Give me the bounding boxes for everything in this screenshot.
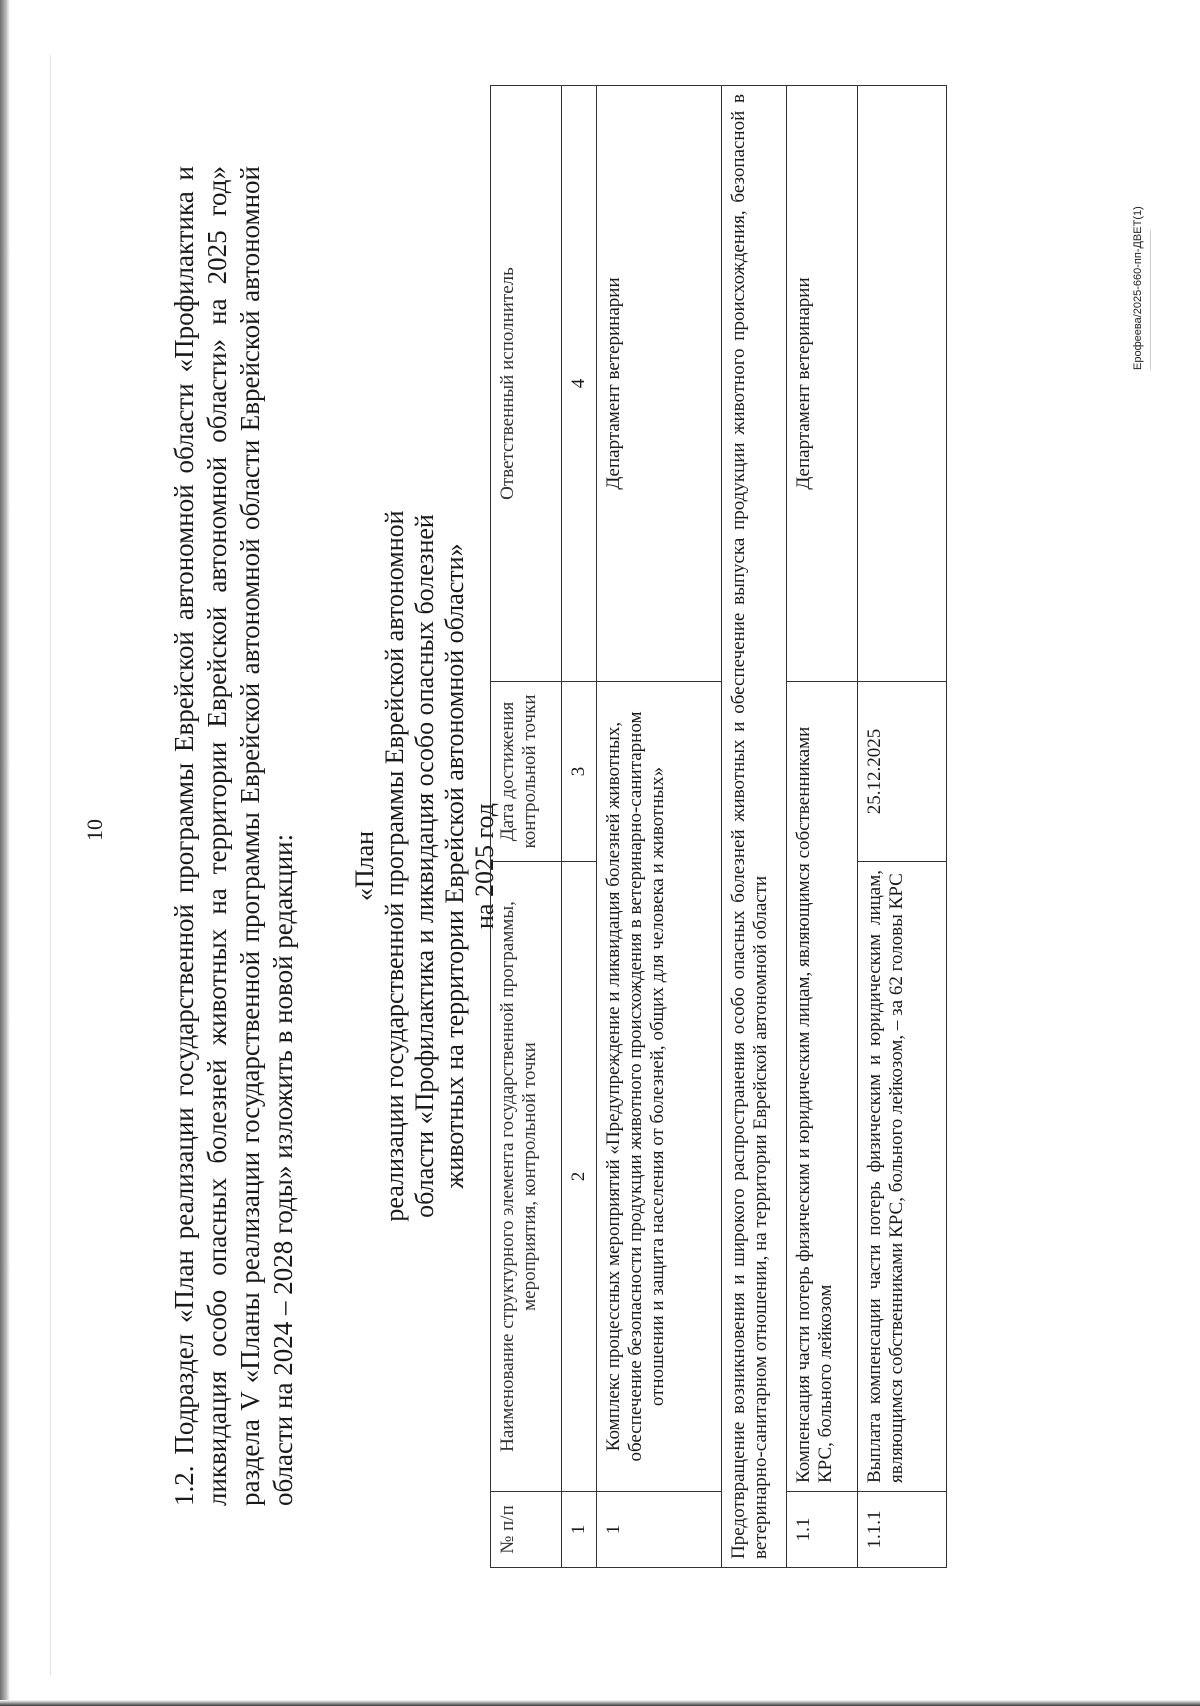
row-executor: Департамент ветеринарии <box>787 86 858 682</box>
plan-title-line: животных на территории Еврейской автономной области» <box>440 543 469 1189</box>
plan-title <box>350 366 500 1366</box>
scan-edge-bottom <box>0 1700 1200 1706</box>
header-num: № п/п <box>491 1492 562 1568</box>
column-number-row <box>562 86 597 1568</box>
row-name: Выплата компенсации части потерь физическим и юридическим лицам, являющимся собственниками КРС, больного лейкозом, – за 62 головы КРС <box>858 862 947 1492</box>
table-header-row <box>491 86 562 1568</box>
footer-rule <box>1150 230 1151 370</box>
column-number: 2 <box>562 862 597 1492</box>
column-number: 4 <box>562 86 597 682</box>
row-name: Комплекс процессных мероприятий «Предупреждение и ликвидация болезней животных, обеспечение безопасности продукции животного происхождения в ветеринарно-санитарном отношении и защита населения от болезней, общих для человека и животных» <box>597 682 722 1492</box>
column-number: 3 <box>562 682 597 862</box>
header-name: Наименование структурного элемента государственной программы, мероприятия, контрольной точки <box>491 862 562 1492</box>
plan-table <box>490 85 947 1568</box>
row-name: Компенсация части потерь физическим и юридическим лицам, являющимся собственниками КРС, больного лейкозом <box>787 682 858 1492</box>
row-num: 1 <box>597 1492 722 1568</box>
row-num: 1.1.1 <box>858 1492 947 1568</box>
row-num: 1.1 <box>787 1492 858 1568</box>
row-executor <box>858 86 947 682</box>
plan-title-line: реализации государственной программы Еврейской автономной <box>380 510 409 1222</box>
column-number: 1 <box>562 1492 597 1568</box>
header-executor: Ответственный исполнитель <box>491 86 562 682</box>
page-number: 10 <box>82 819 107 841</box>
plan-title-line: области «Профилактика и ликвидация особо опасных болезней <box>410 514 439 1218</box>
table-row <box>858 86 947 1568</box>
table-row <box>597 86 722 1568</box>
header-date: Дата достижения контрольной точки <box>491 682 562 862</box>
table-row <box>722 86 787 1568</box>
row-executor: Департамент ветеринарии <box>597 86 722 682</box>
row-date: 25.12.2025 <box>858 682 947 862</box>
plan-title-line: на 2025 год <box>470 803 499 929</box>
row-goal: Предотвращение возникновения и широкого распространения особо опасных болезней животных и обеспечение выпуска продукции животного происхождения, безопасной в ветеринарно-санитарном отношении, на территории Еврейской автономной области <box>722 86 787 1568</box>
table-row <box>787 86 858 1568</box>
intro-paragraph: 1.2. Подраздел «План реализации государственной программы Еврейской автономной области «Профилактика и ликвидация особо опасных болезней животных на территории Еврейской автономной области» на 2025 год» раздела V «Планы реализации государственной программы Еврейской автономной области Еврейской автономной области на 2024 – 2028 годы» изложить в новой редакции: <box>169 166 298 1506</box>
plan-title-line: «План <box>350 830 379 902</box>
footer-stamp: Ерофеева/2025-660-пп-ДВЕТ(1) <box>1132 206 1144 370</box>
